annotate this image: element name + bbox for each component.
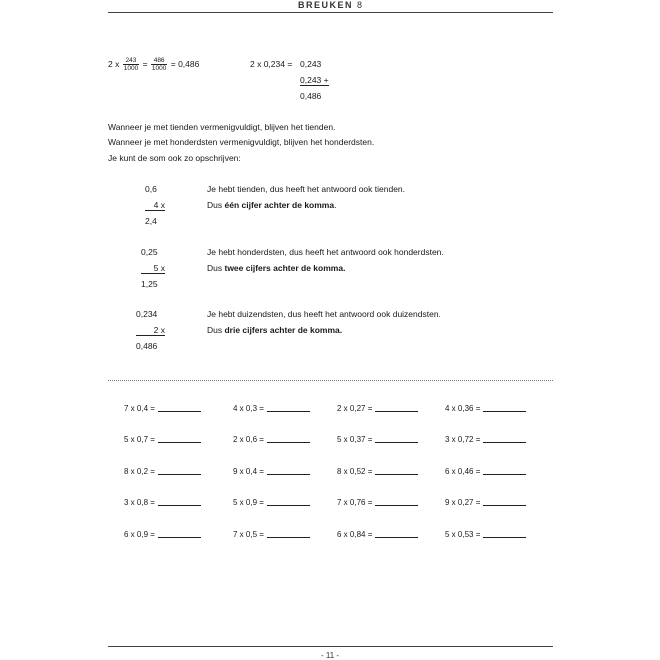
exercise-item[interactable] (445, 404, 526, 413)
exercise-question: 8 x 0,52 = (337, 467, 373, 476)
rule-prefix: Dus (207, 325, 225, 335)
example-3-multiplier: 2 x (136, 325, 165, 336)
column-line-2: 0,243 + (300, 75, 329, 85)
answer-blank[interactable] (267, 537, 310, 538)
example-2-multiplier: 5 x (141, 263, 165, 274)
example-2-top: 0,25 (141, 247, 158, 257)
exercise-question: 8 x 0,2 = (124, 467, 155, 476)
exercise-question: 6 x 0,84 = (337, 530, 373, 539)
fraction-denominator: 1000 (123, 65, 139, 72)
answer-blank[interactable] (158, 474, 201, 475)
fraction-numerator: 486 (151, 57, 167, 65)
rule-emphasis: twee cijfers achter de komma. (224, 263, 346, 273)
exercise-question: 4 x 0,3 = (233, 404, 264, 413)
example-2-explanation: Je hebt honderdsten, dus heeft het antwoord ook honderdsten. (207, 247, 444, 257)
example-1-multiplier: 4 x (145, 200, 165, 211)
page-header (0, 0, 660, 10)
answer-blank[interactable] (375, 537, 418, 538)
answer-blank[interactable] (483, 411, 526, 412)
exercise-question: 9 x 0,27 = (445, 498, 481, 507)
exercise-item[interactable] (233, 467, 310, 476)
answer-blank[interactable] (483, 442, 526, 443)
example-1-rule (207, 200, 336, 210)
chapter-title: BREUKEN (297, 0, 353, 10)
answer-blank[interactable] (483, 474, 526, 475)
fraction-numerator: 243 (123, 57, 139, 65)
exercise-question: 7 x 0,76 = (337, 498, 373, 507)
answer-blank[interactable] (375, 411, 418, 412)
rule-emphasis: drie cijfers achter de komma. (224, 325, 343, 335)
example-1-top: 0,6 (145, 184, 157, 194)
fraction-equation (108, 57, 199, 72)
answer-blank[interactable] (375, 442, 418, 443)
chapter-page-number: 8 (357, 0, 363, 10)
exercise-question: 7 x 0,5 = (233, 530, 264, 539)
answer-blank[interactable] (483, 505, 526, 506)
column-line-3: 0,486 (300, 91, 322, 101)
exercise-question: 5 x 0,53 = (445, 530, 481, 539)
exercise-question: 5 x 0,7 = (124, 435, 155, 444)
exercise-question: 2 x 0,27 = (337, 404, 373, 413)
answer-blank[interactable] (375, 474, 418, 475)
exercise-item[interactable] (445, 530, 526, 539)
exercise-item[interactable] (124, 404, 201, 413)
exercise-item[interactable] (124, 467, 201, 476)
paragraph-line-3: Je kunt de som ook zo opschrijven: (108, 153, 241, 163)
exercise-item[interactable] (233, 404, 310, 413)
example-2-result: 1,25 (141, 279, 158, 289)
exercise-item[interactable] (337, 435, 418, 444)
exercise-question: 6 x 0,9 = (124, 530, 155, 539)
rule-prefix: Dus (207, 200, 225, 210)
exercise-item[interactable] (233, 498, 310, 507)
answer-blank[interactable] (375, 505, 418, 506)
column-line-1: 0,243 (300, 59, 322, 69)
rule-suffix: . (334, 200, 337, 210)
footer-rule (108, 646, 553, 647)
example-3-result: 0,486 (136, 341, 158, 351)
answer-blank[interactable] (158, 505, 201, 506)
header-rule (108, 12, 553, 13)
paragraph-line-2: Wanneer je met honderdsten vermenigvuldigt, blijven het honderdsten. (108, 137, 375, 147)
exercise-item[interactable] (337, 404, 418, 413)
fraction-denominator: 1000 (151, 65, 167, 72)
page-number: - 11 - (320, 651, 340, 660)
exercise-item[interactable] (233, 435, 310, 444)
exercise-item[interactable] (337, 498, 418, 507)
answer-blank[interactable] (267, 442, 310, 443)
exercise-question: 3 x 0,8 = (124, 498, 155, 507)
exercise-question: 3 x 0,72 = (445, 435, 481, 444)
example-3-rule (207, 325, 342, 335)
answer-blank[interactable] (267, 474, 310, 475)
exercise-question: 9 x 0,4 = (233, 467, 264, 476)
paragraph-line-1: Wanneer je met tienden vermenigvuldigt, blijven het tienden. (108, 122, 336, 132)
exercise-item[interactable] (337, 467, 418, 476)
example-3-explanation: Je hebt duizendsten, dus heeft het antwoord ook duizendsten. (207, 309, 441, 319)
exercise-item[interactable] (445, 467, 526, 476)
exercise-item[interactable] (445, 435, 526, 444)
exercise-question: 2 x 0,6 = (233, 435, 264, 444)
exercise-question: 5 x 0,9 = (233, 498, 264, 507)
equals-sign: = (142, 58, 148, 69)
exercise-item[interactable] (445, 498, 526, 507)
answer-blank[interactable] (158, 411, 201, 412)
answer-blank[interactable] (158, 442, 201, 443)
dotted-divider (108, 380, 553, 381)
answer-blank[interactable] (158, 537, 201, 538)
exercise-question: 6 x 0,46 = (445, 467, 481, 476)
equation-lhs: 2 x (108, 58, 120, 69)
fraction-486-1000 (151, 57, 167, 72)
answer-blank[interactable] (267, 411, 310, 412)
column-sum-label: 2 x 0,234 = (250, 59, 293, 69)
example-2-rule (207, 263, 345, 273)
exercise-item[interactable] (233, 530, 310, 539)
exercise-question: 5 x 0,37 = (337, 435, 373, 444)
exercise-question: 4 x 0,36 = (445, 404, 481, 413)
fraction-243-1000 (123, 57, 139, 72)
exercise-item[interactable] (337, 530, 418, 539)
answer-blank[interactable] (267, 505, 310, 506)
exercise-question: 7 x 0,4 = (124, 404, 155, 413)
example-3-top: 0,234 (136, 309, 158, 319)
exercise-item[interactable] (124, 530, 201, 539)
equation-result: = 0,486 (170, 58, 200, 69)
answer-blank[interactable] (483, 537, 526, 538)
exercise-item[interactable] (124, 435, 201, 444)
rule-prefix: Dus (207, 263, 225, 273)
rule-emphasis: één cijfer achter de komma (224, 200, 335, 210)
exercise-item[interactable] (124, 498, 201, 507)
example-1-result: 2,4 (145, 216, 157, 226)
example-1-explanation: Je hebt tienden, dus heeft het antwoord ook tienden. (207, 184, 406, 194)
